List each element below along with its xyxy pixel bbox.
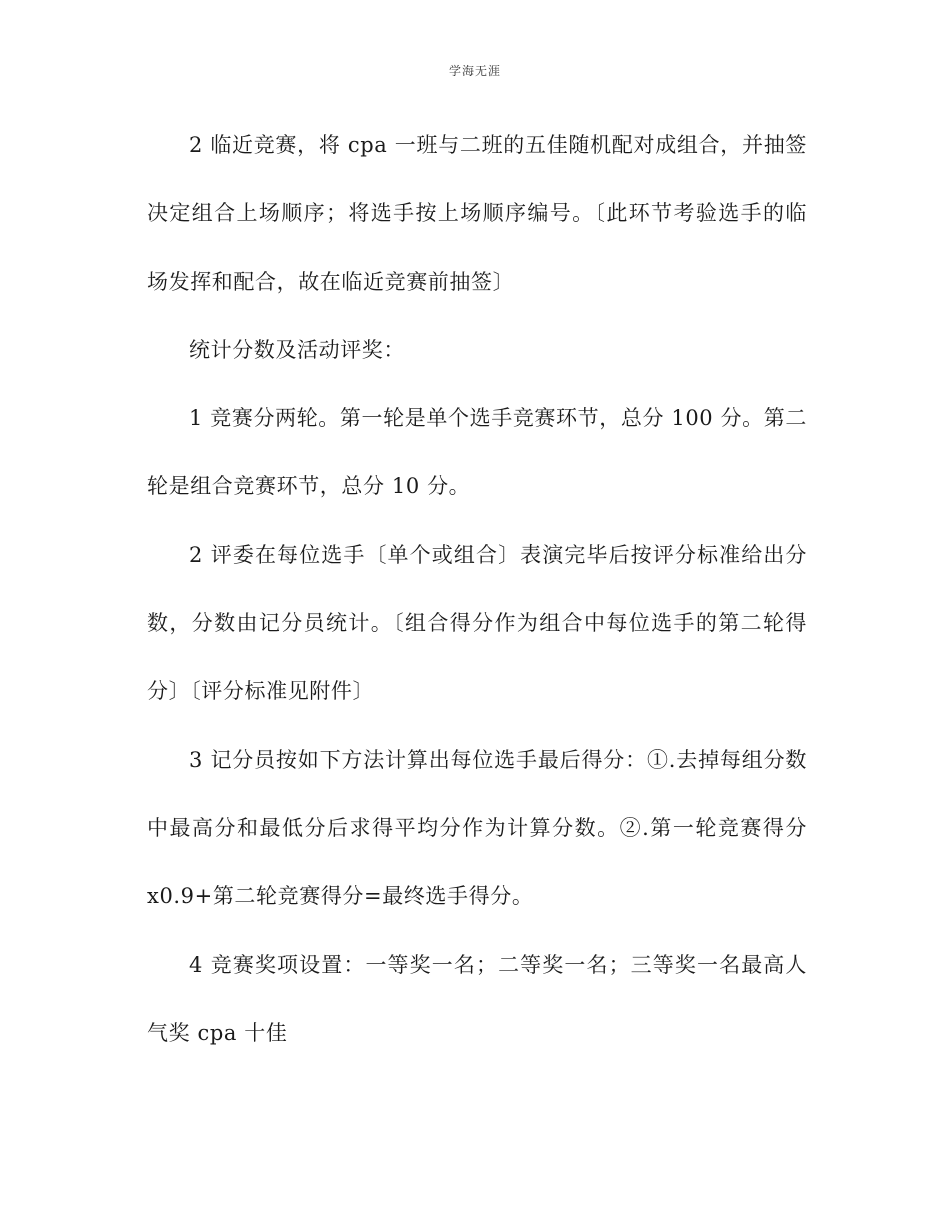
paragraph-line: x0.9+第二轮竞赛得分=最终选手得分。 <box>147 884 534 909</box>
paragraph-line: 决定组合上场顺序；将选手按上场顺序编号。〔此环节考验选手的临 <box>147 201 807 226</box>
page-header: 学海无涯 <box>448 64 501 78</box>
paragraph-line: 3 记分员按如下方法计算出每位选手最后得分：①.去掉每组分数 <box>189 747 807 772</box>
paragraph-line: 2 临近竞赛，将 cpa 一班与二班的五佳随机配对成组合，并抽签 <box>189 133 807 157</box>
paragraph-line: 分〕〔评分标准见附件〕 <box>147 679 375 704</box>
paragraph-line: 4 竞赛奖项设置：一等奖一名；二等奖一名；三等奖一名最高人 <box>189 952 807 977</box>
paragraph-line: 场发挥和配合，故在临近竞赛前抽签〕 <box>147 269 515 294</box>
section-heading: 统计分数及活动评奖： <box>189 337 405 362</box>
paragraph-line: 轮是组合竞赛环节，总分 10 分。 <box>147 474 471 499</box>
paragraph-line: 1 竞赛分两轮。第一轮是单个选手竞赛环节，总分 100 分。第二 <box>189 406 807 431</box>
paragraph-line: 数，分数由记分员统计。〔组合得分作为组合中每位选手的第二轮得 <box>147 611 807 636</box>
paragraph-line: 2 评委在每位选手〔单个或组合〕表演完毕后按评分标准给出分 <box>189 542 807 567</box>
paragraph-line: 中最高分和最低分后求得平均分作为计算分数。②.第一轮竞赛得分 <box>147 815 807 840</box>
document-body <box>147 125 807 1081</box>
paragraph-line: 气奖 cpa 十佳 <box>147 1020 288 1045</box>
